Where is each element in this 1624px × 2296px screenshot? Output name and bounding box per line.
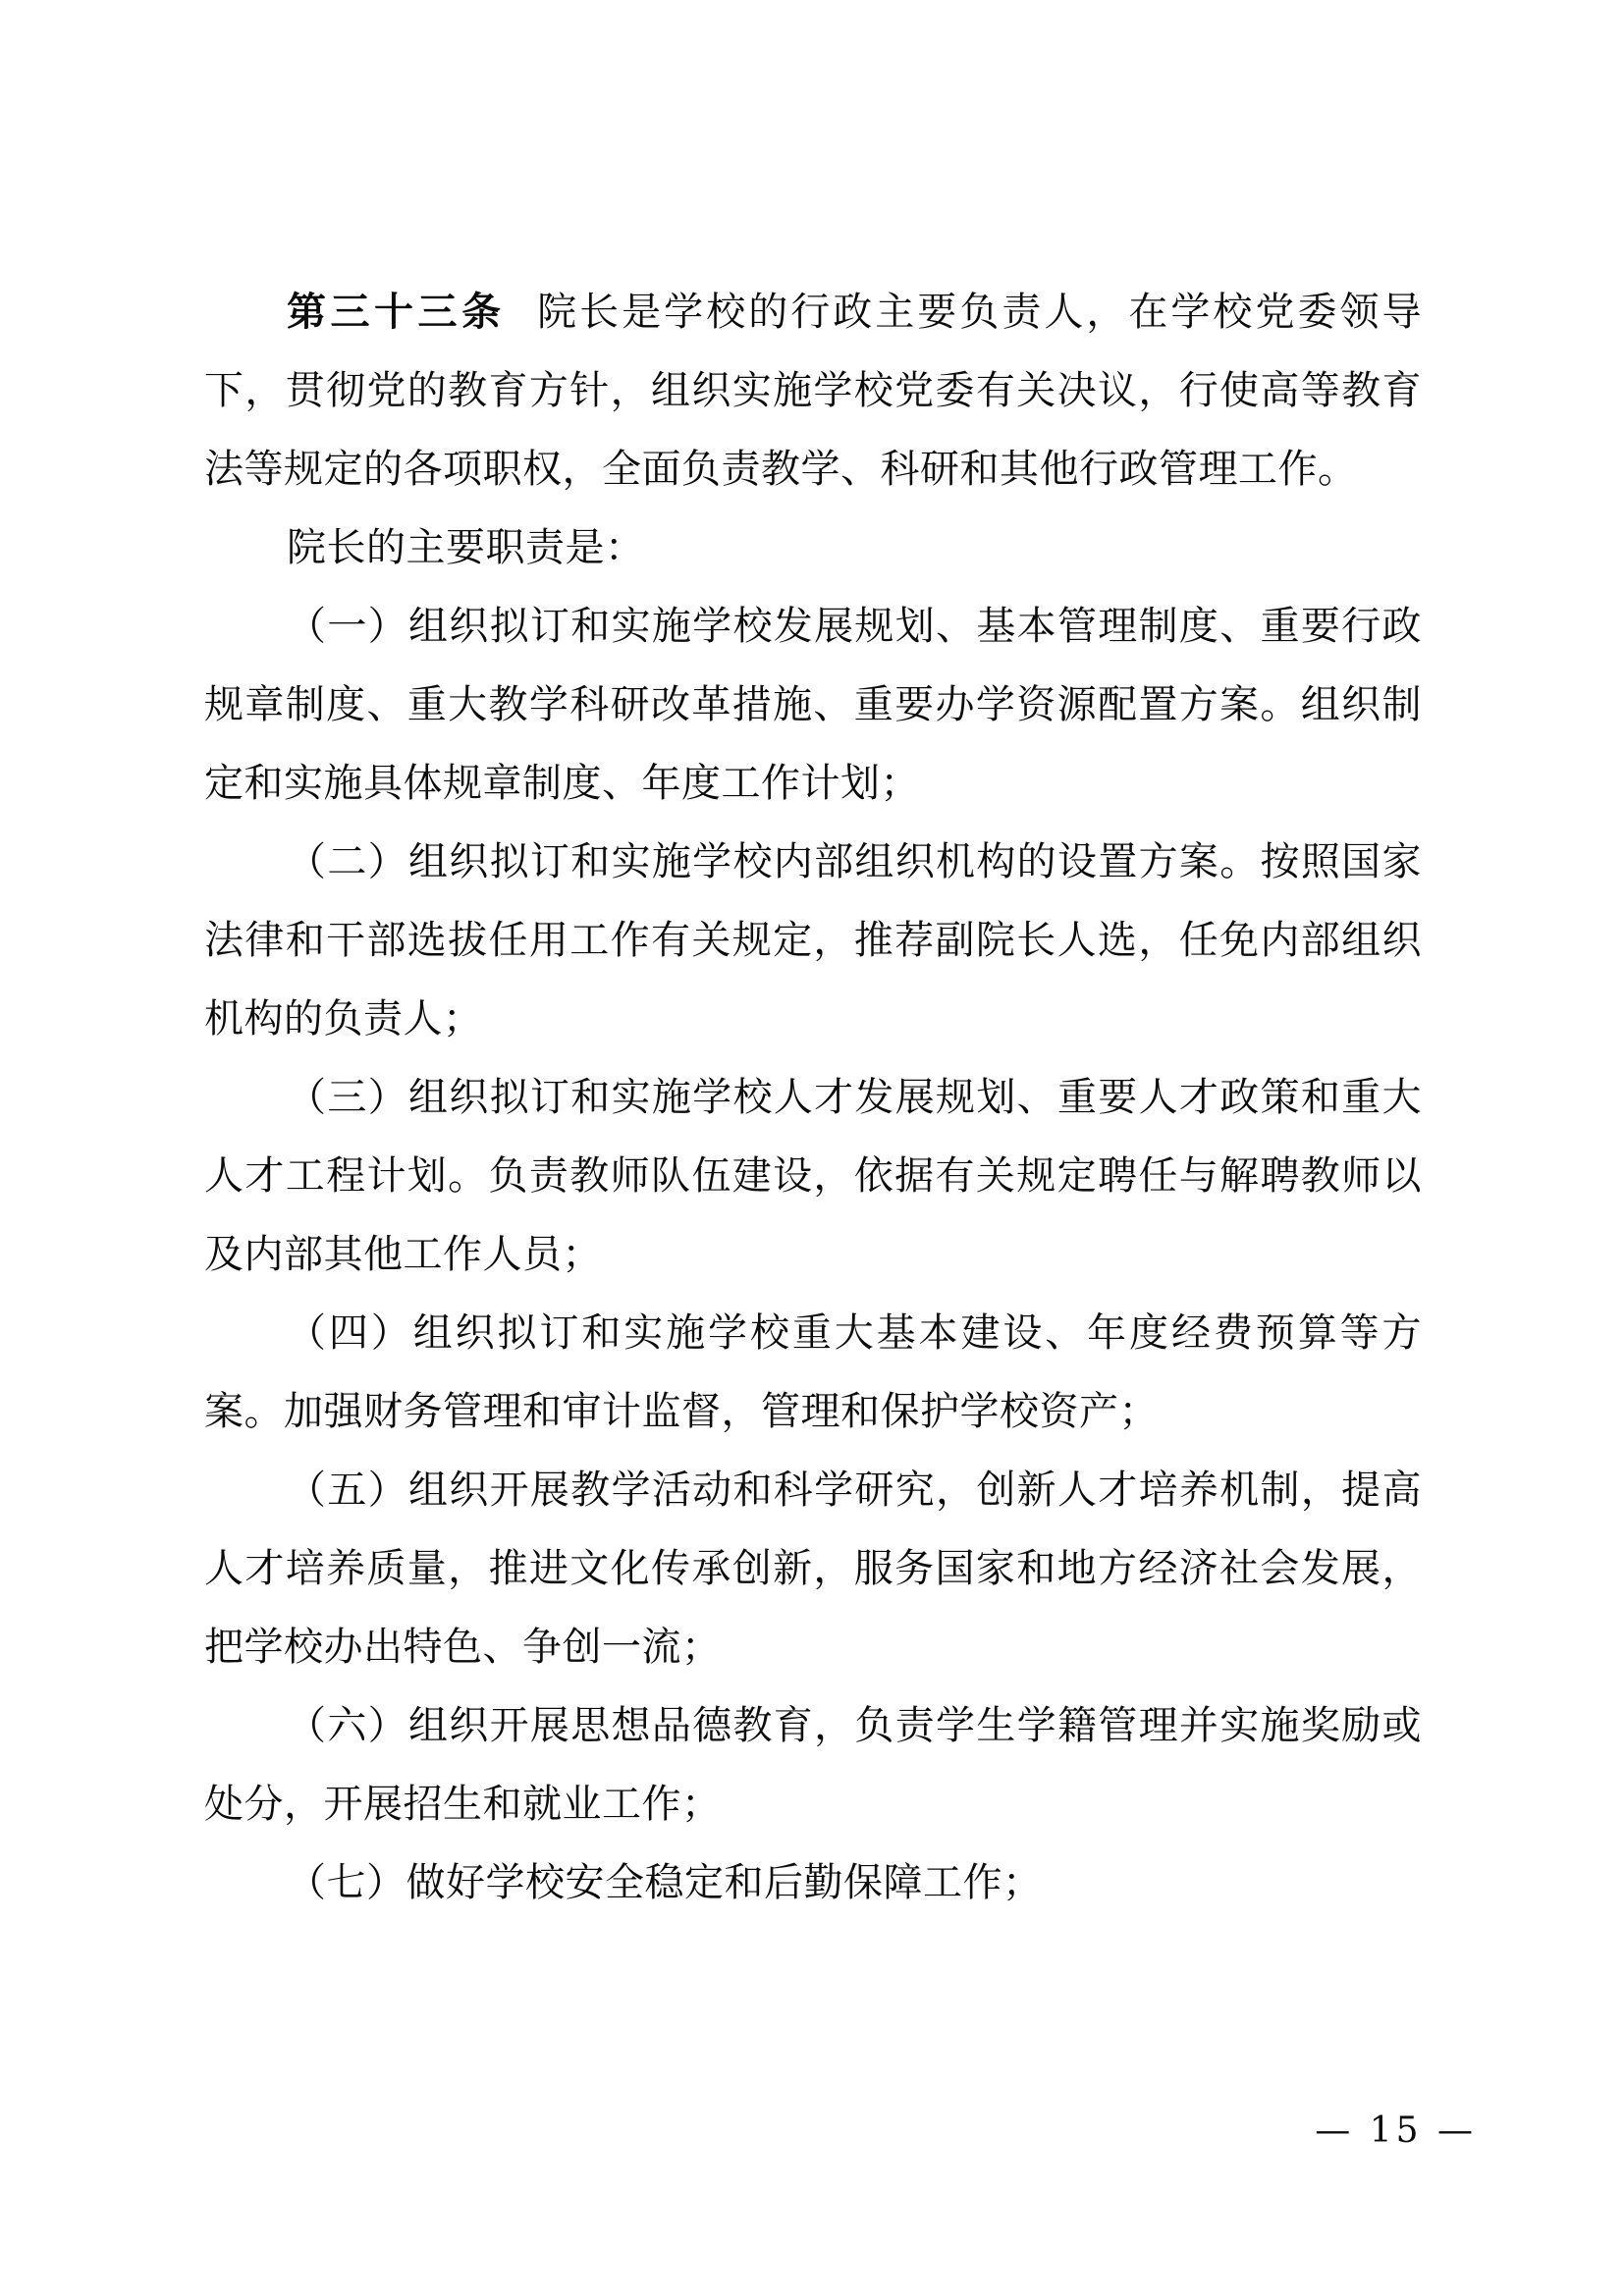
list-item <box>204 587 1422 823</box>
paragraph-text: （六）组织开展思想品德教育，负责学生学籍管理并实施奖励或处分，开展招生和就业工作； <box>204 1703 1422 1827</box>
paragraph-text: （二）组织拟订和实施学校内部组织机构的设置方案。按照国家法律和干部选拔任用工作有关规定，推荐副院长人选，任免内部组织机构的负责人； <box>204 839 1422 1041</box>
list-item <box>204 823 1422 1058</box>
article-paragraph <box>204 273 1422 508</box>
paragraph-text: 院长的主要职责是： <box>287 525 645 570</box>
paragraph-text: （三）组织拟订和实施学校人才发展规划、重要人才政策和重大人才工程计划。负责教师队伍建设，依据有关规定聘任与解聘教师以及内部其他工作人员； <box>204 1075 1422 1277</box>
paragraph-text: （五）组织开展教学活动和科学研究，创新人才培养机制，提高人才培养质量，推进文化传承创新，服务国家和地方经济社会发展，把学校办出特色、争创一流； <box>204 1468 1422 1670</box>
list-item <box>204 1843 1422 1922</box>
list-item <box>204 1451 1422 1686</box>
document-body <box>204 273 1422 1922</box>
article-number: 第三十三条 <box>287 289 506 335</box>
list-item <box>204 1058 1422 1294</box>
list-item <box>204 1686 1422 1843</box>
page-number: — 15 — <box>1315 2110 1477 2151</box>
paragraph <box>204 508 1422 587</box>
paragraph-text: （七）做好学校安全稳定和后勤保障工作； <box>287 1860 1043 1905</box>
paragraph-text: （一）组织拟订和实施学校发展规划、基本管理制度、重要行政规章制度、重大教学科研改革措施、重要办学资源配置方案。组织制定和实施具体规章制度、年度工作计划； <box>204 604 1422 806</box>
paragraph-text: 院长是学校的行政主要负责人，在学校党委领导下，贯彻党的教育方针，组织实施学校党委有关决议，行使高等教育法等规定的各项职权，全面负责教学、科研和其他行政管理工作。 <box>204 290 1423 492</box>
list-item <box>204 1294 1422 1451</box>
paragraph-text: （四）组织拟订和实施学校重大基本建设、年度经费预算等方案。加强财务管理和审计监督，管理和保护学校资产； <box>204 1310 1422 1434</box>
